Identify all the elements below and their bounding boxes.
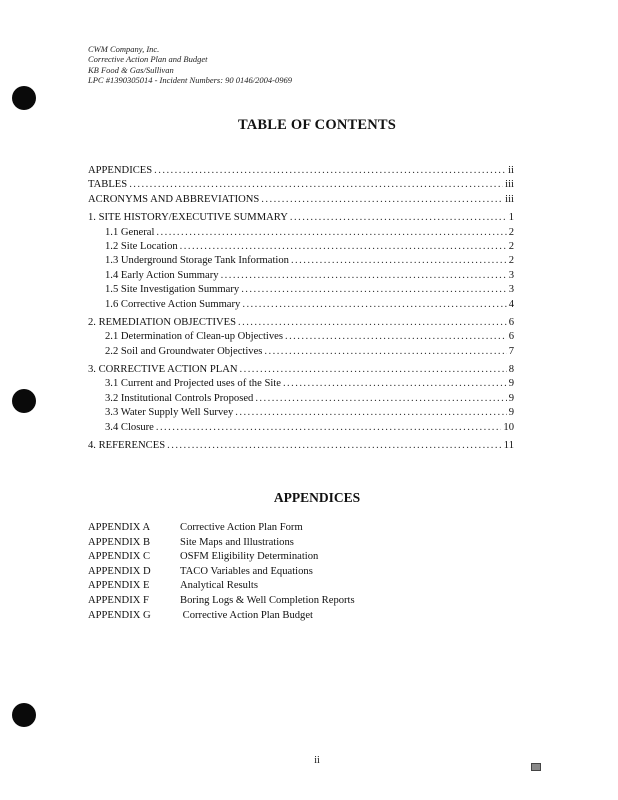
toc-entry-tables	[88, 178, 514, 192]
toc-entry-page: 2	[508, 226, 514, 238]
toc-entry-label: 3. CORRECTIVE ACTION PLAN	[88, 364, 238, 376]
binder-hole-top	[12, 86, 36, 110]
toc-entry-label: 1. SITE HISTORY/EXECUTIVE SUMMARY	[88, 212, 288, 224]
appendix-name: Boring Logs & Well Completion Reports	[180, 594, 355, 606]
appendix-item-e	[88, 579, 355, 594]
toc-entry-label: 2. REMEDIATION OBJECTIVES	[88, 316, 237, 328]
toc-entry-1-2	[88, 240, 514, 254]
document-header	[88, 44, 292, 86]
toc-entry-page: 2	[508, 240, 514, 252]
appendix-item-c	[88, 550, 355, 565]
table-of-contents	[88, 164, 514, 453]
toc-entry-page: 3	[508, 269, 514, 281]
toc-entry-page: 8	[508, 364, 514, 376]
dot-leader	[290, 211, 507, 225]
toc-entry-2-2	[88, 345, 514, 359]
toc-entry-label: 1.1 General	[105, 226, 155, 238]
appendix-item-a	[88, 521, 355, 536]
appendices-list	[88, 521, 355, 623]
appendix-id: APPENDIX C	[88, 551, 151, 563]
appendices-title: APPENDICES	[273, 490, 361, 505]
toc-entry-label: TABLES	[88, 179, 128, 191]
dot-leader	[241, 283, 507, 297]
appendix-id: APPENDIX G	[88, 609, 151, 621]
appendix-name: OSFM Eligibility Determination	[180, 551, 319, 563]
dot-leader	[283, 377, 507, 391]
toc-entry-label: 2.2 Soil and Groundwater Objectives	[105, 345, 263, 357]
dot-leader	[255, 392, 506, 406]
toc-entry-1-1	[88, 226, 514, 240]
appendix-item-d	[88, 565, 355, 580]
toc-entry-3-1	[88, 377, 514, 391]
appendix-item-b	[88, 536, 355, 551]
toc-entry-1-3	[88, 254, 514, 268]
toc-section-3	[88, 363, 514, 377]
dot-leader	[129, 178, 503, 192]
scan-stamp-mark	[531, 763, 541, 771]
dot-leader	[264, 345, 506, 359]
toc-section-4	[88, 439, 514, 453]
toc-entry-1-5	[88, 283, 514, 297]
toc-entry-page: 9	[508, 378, 514, 390]
toc-entry-page: 1	[508, 212, 514, 224]
binder-hole-middle	[12, 389, 36, 413]
toc-entry-page: 9	[508, 392, 514, 404]
dot-leader	[156, 226, 506, 240]
dot-leader	[180, 240, 507, 254]
appendix-name: Corrective Action Plan Form	[180, 522, 303, 533]
toc-entry-label: 1.4 Early Action Summary	[105, 269, 219, 281]
page-number: ii	[314, 755, 320, 766]
header-line-document: Corrective Action Plan and Budget	[88, 54, 208, 65]
toc-entry-3-2	[88, 392, 514, 406]
toc-entry-page: iii	[505, 193, 514, 205]
toc-entry-label: 3.2 Institutional Controls Proposed	[105, 392, 254, 404]
header-line-company: CWM Company, Inc.	[88, 44, 160, 54]
toc-entry-page: 11	[503, 440, 514, 452]
toc-entry-page: 6	[508, 316, 514, 328]
dot-leader	[221, 269, 507, 283]
toc-entry-page: 2	[508, 255, 514, 267]
toc-entry-page: iii	[505, 179, 514, 191]
toc-entry-label: 4. REFERENCES	[88, 440, 166, 452]
toc-entry-page: ii	[508, 165, 514, 176]
toc-entry-1-4	[88, 269, 514, 283]
dot-leader	[285, 330, 507, 344]
dot-leader	[156, 421, 502, 435]
appendix-name: TACO Variables and Equations	[180, 565, 313, 577]
appendix-name: Analytical Results	[180, 580, 258, 592]
toc-entry-page: 9	[508, 407, 514, 419]
appendix-id: APPENDIX E	[88, 580, 150, 592]
toc-entry-1-6	[88, 298, 514, 312]
toc-entry-3-3	[88, 406, 514, 420]
appendix-id: APPENDIX D	[88, 565, 151, 577]
dot-leader	[240, 363, 507, 377]
dot-leader	[154, 164, 506, 178]
toc-entry-label: 3.1 Current and Projected uses of the Site	[105, 378, 281, 390]
toc-entry-label: 1.3 Underground Storage Tank Information	[105, 255, 289, 267]
toc-entry-label: 1.6 Corrective Action Summary	[105, 298, 241, 310]
toc-entry-appendices	[88, 164, 514, 178]
toc-entry-page: 4	[508, 298, 514, 310]
toc-entry-2-1	[88, 330, 514, 344]
binder-hole-bottom	[12, 703, 36, 727]
dot-leader	[235, 406, 506, 420]
dot-leader	[242, 298, 506, 312]
appendix-id: APPENDIX B	[88, 536, 151, 548]
toc-entry-page: 10	[503, 421, 514, 433]
appendix-name: Site Maps and Illustrations	[180, 536, 294, 548]
toc-section-2	[88, 316, 514, 330]
toc-entry-label: 1.2 Site Location	[105, 240, 178, 252]
appendix-id: APPENDIX F	[88, 594, 149, 606]
toc-section-1	[88, 211, 514, 225]
toc-entry-label: 2.1 Determination of Clean-up Objectives	[105, 331, 283, 343]
toc-entry-label: 3.4 Closure	[105, 421, 154, 433]
toc-entry-page: 3	[508, 284, 514, 296]
header-line-site: KB Food & Gas/Sullivan	[88, 64, 174, 75]
toc-entry-label: APPENDICES	[88, 165, 153, 176]
toc-entry-label: ACRONYMS AND ABBREVIATIONS	[88, 193, 260, 205]
appendix-id: APPENDIX A	[88, 522, 151, 533]
toc-title: TABLE OF CONTENTS	[237, 117, 397, 133]
toc-entry-label: 1.5 Site Investigation Summary	[105, 284, 240, 296]
dot-leader	[238, 316, 507, 330]
toc-entry-page: 6	[508, 331, 514, 343]
dot-leader	[167, 439, 502, 453]
dot-leader	[291, 254, 507, 268]
toc-entry-acronyms	[88, 193, 514, 207]
toc-entry-3-4	[88, 421, 514, 435]
appendix-item-g	[88, 609, 355, 624]
toc-entry-label: 3.3 Water Supply Well Survey	[105, 407, 234, 419]
toc-entry-page: 7	[508, 345, 514, 357]
appendix-name: Corrective Action Plan Budget	[180, 609, 313, 621]
header-line-incident: LPC #1390305014 - Incident Numbers: 90 0146/2004-0969	[88, 75, 292, 86]
appendix-item-f	[88, 594, 355, 609]
dot-leader	[261, 193, 503, 207]
